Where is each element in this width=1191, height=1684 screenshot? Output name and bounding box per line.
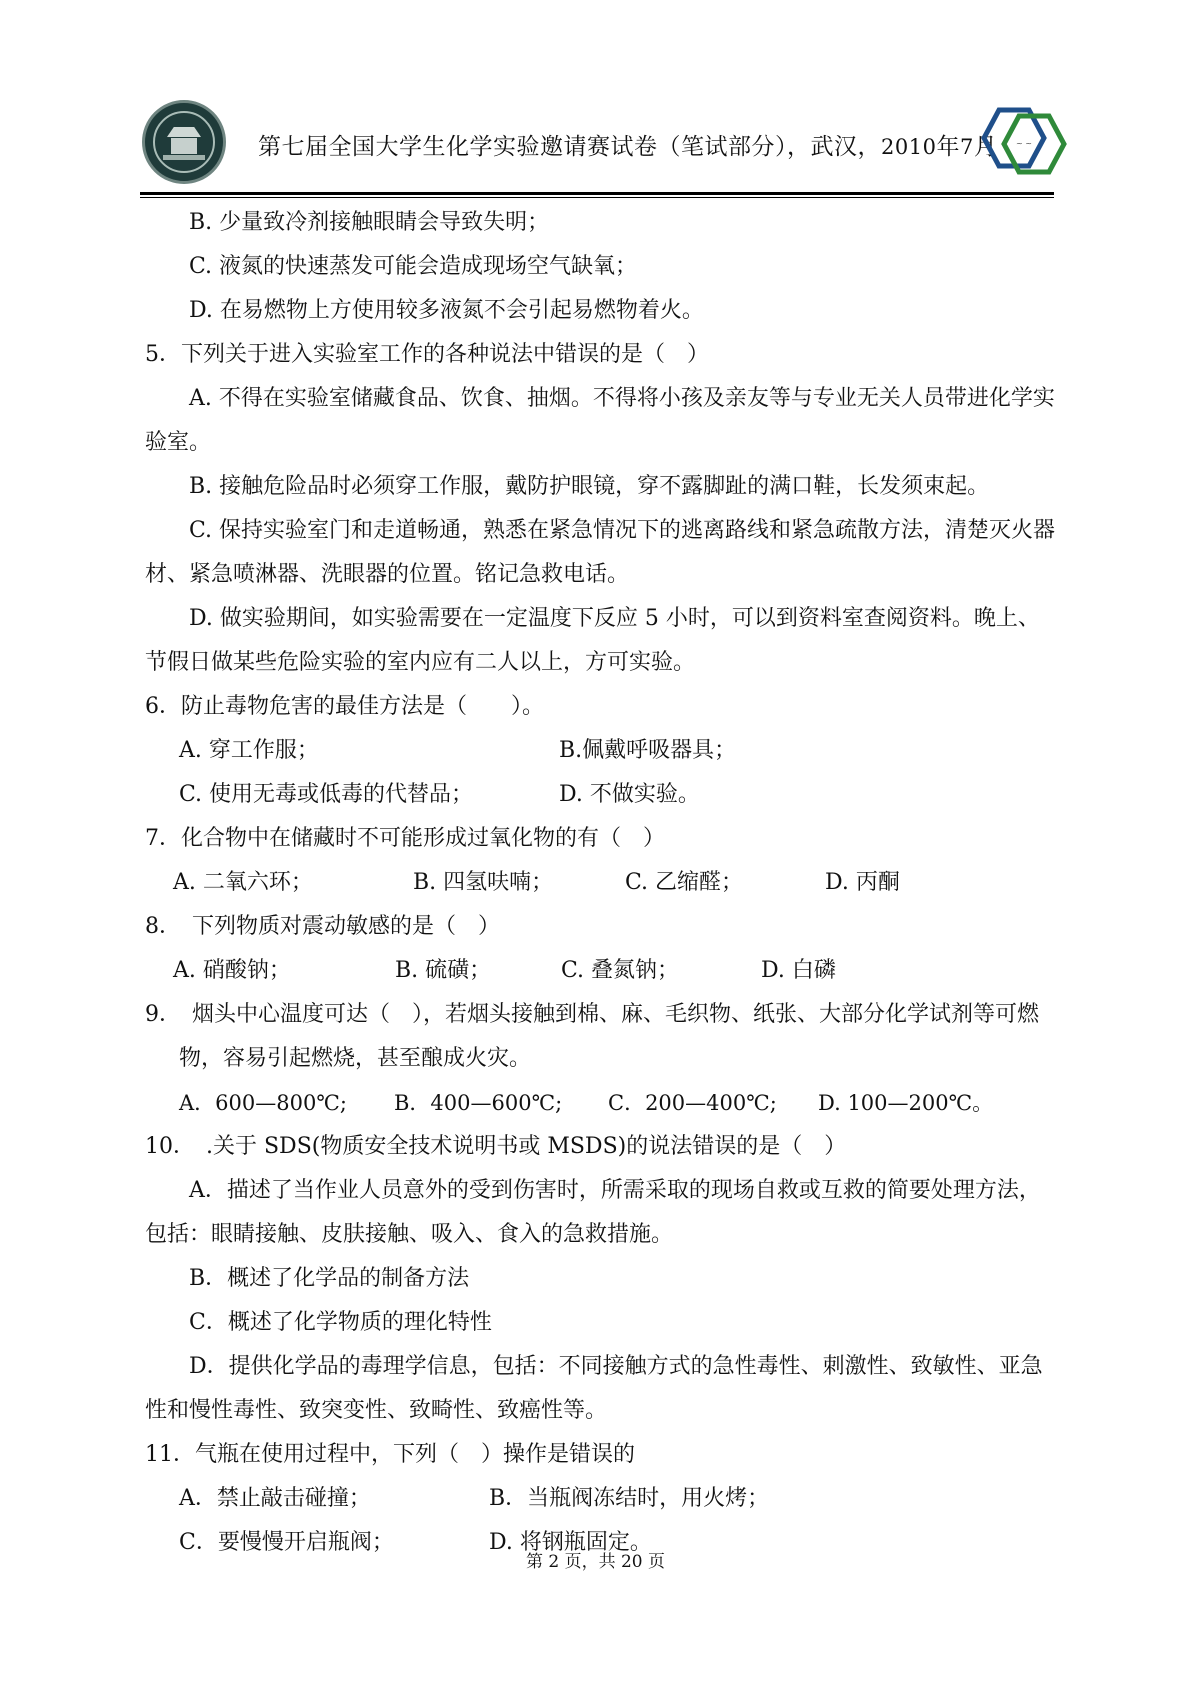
q8-option-c: C. 叠氮钠； (561, 958, 680, 983)
q9-option-b: B．400—600℃; (394, 1091, 563, 1115)
q4-option-c: C. 液氮的快速蒸发可能会造成现场空气缺氧； (189, 254, 638, 279)
q11-option-a: A．禁止敲击碰撞； (179, 1486, 371, 1511)
q9-option-c: C．200—400℃; (608, 1091, 777, 1115)
q6-option-d: D. 不做实验。 (559, 782, 700, 807)
q10-option-c: C．概述了化学物质的理化特性 (189, 1310, 492, 1335)
question-5: 5．下列关于进入实验室工作的各种说法中错误的是（ ） (145, 342, 709, 367)
q6-option-a: A. 穿工作服； (179, 738, 319, 763)
q9-options-row (145, 1081, 1057, 1125)
page-header (0, 0, 1191, 200)
header-rule-thick (140, 192, 1054, 195)
q11-option-b: B．当瓶阀冻结时，用火烤； (489, 1486, 770, 1511)
q7-option-c: C. 乙缩醛； (625, 870, 744, 895)
q9-option-a: A．600—800℃; (179, 1091, 347, 1115)
svg-text:~ ~: ~ ~ (1016, 139, 1032, 148)
exam-title: 第七届全国大学生化学实验邀请赛试卷（笔试部分），武汉，2010年7月 (258, 134, 998, 160)
q11-option-d: D. 将钢瓶固定。 (489, 1530, 652, 1555)
question-11: 11．气瓶在使用过程中，下列（ ）操作是错误的 (145, 1442, 635, 1467)
q6-option-c: C. 使用无毒或低毒的代替品； (179, 782, 474, 807)
q7-options-row (145, 861, 1057, 905)
q4-option-b: B. 少量致冷剂接触眼睛会导致失明； (189, 210, 550, 235)
header-rule-thin (140, 197, 1054, 198)
q8-option-d: D. 白磷 (761, 958, 836, 983)
q5-option-d: D. 做实验期间，如实验需要在一定温度下反应 5 小时，可以到资料室查阅资料。晚上、节假日做某些危险实验的室内应有二人以上，方可实验。 (145, 606, 1040, 675)
q10-option-b: B．概述了化学品的制备方法 (189, 1266, 470, 1291)
question-8: 8． 下列物质对震动敏感的是（ ） (145, 914, 500, 939)
q4-option-d: D. 在易燃物上方使用较多液氮不会引起易燃物着火。 (189, 298, 704, 323)
q8-options-row (145, 949, 1057, 993)
question-10: 10． .关于 SDS(物质安全技术说明书或 MSDS)的说法错误的是（ ） (145, 1134, 847, 1159)
page-number: 第 2 页，共 20 页 (525, 1552, 666, 1572)
q5-option-b: B. 接触危险品时必须穿工作服，戴防护眼镜，穿不露脚趾的满口鞋，长发须束起。 (189, 474, 990, 499)
question-9: 9． 烟头中心温度可达（ ），若烟头接触到棉、麻、毛织物、纸张、大部分化学试剂等可燃物，容易引起燃烧，甚至酿成火灾。 (145, 1002, 1040, 1071)
exam-content (145, 201, 1057, 1565)
q5-option-c: C. 保持实验室门和走道畅通，熟悉在紧急情况下的逃离路线和紧急疏散方法，清楚灭火器材、紧急喷淋器、洗眼器的位置。铭记急救电话。 (145, 518, 1056, 587)
q8-option-a: A. 硝酸钠； (173, 958, 291, 983)
q7-option-a: A. 二氧六环； (173, 870, 313, 895)
q9-option-d: D. 100—200℃。 (818, 1091, 994, 1115)
q5-option-a: A. 不得在实验室储藏食品、饮食、抽烟。不得将小孩及亲友等与专业无关人员带进化学实验室。 (145, 386, 1055, 455)
q8-option-b: B. 硫磺； (395, 958, 492, 983)
q6-option-b: B.佩戴呼吸器具； (559, 738, 737, 763)
q10-option-a: A．描述了当作业人员意外的受到伤害时，所需采取的现场自救或互救的简要处理方法，包括：眼睛接触、皮肤接触、吸入、食入的急救措施。 (145, 1178, 1041, 1247)
q11-option-c: C．要慢慢开启瓶阀； (179, 1530, 394, 1555)
competition-emblem-logo (975, 104, 1073, 192)
university-seal-logo (142, 100, 226, 184)
question-7: 7．化合物中在储藏时不可能形成过氧化物的有（ ） (145, 826, 665, 851)
q7-option-d: D. 丙酮 (825, 870, 900, 895)
q11-options-row-1 (145, 1477, 1057, 1521)
question-6: 6．防止毒物危害的最佳方法是（ ）。 (145, 694, 544, 719)
q7-option-b: B. 四氢呋喃； (413, 870, 554, 895)
q6-options-row-2 (145, 773, 1057, 817)
q6-options-row-1 (145, 729, 1057, 773)
q10-option-d: D．提供化学品的毒理学信息，包括：不同接触方式的急性毒性、刺激性、致敏性、亚急性和慢性毒性、致突变性、致畸性、致癌性等。 (145, 1354, 1043, 1423)
